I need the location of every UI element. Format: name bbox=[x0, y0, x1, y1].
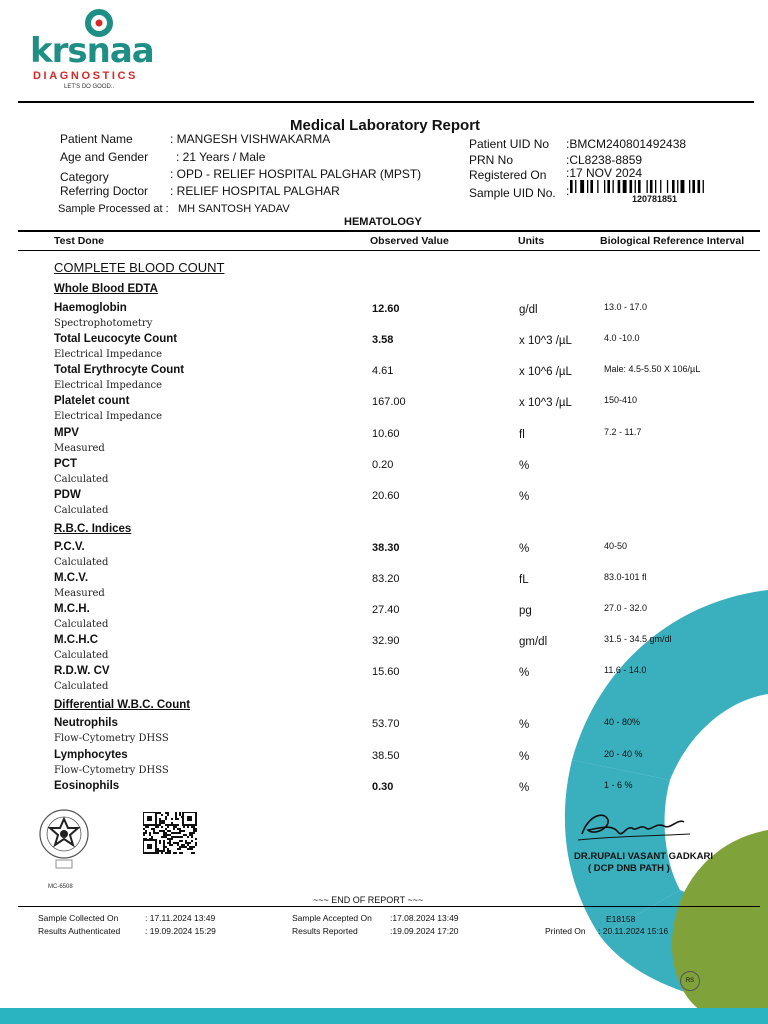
test-reference: 40-50 bbox=[604, 541, 628, 551]
rs-mark: RS bbox=[680, 971, 700, 991]
lab-code: E18158 bbox=[606, 914, 636, 924]
category-value: : OPD - RELIEF HOSPITAL PALGHAR (MPST) bbox=[170, 167, 422, 181]
test-name: Eosinophils bbox=[54, 780, 120, 792]
test-unit: x 10^6 /µL bbox=[519, 366, 572, 378]
col-value: Observed Value bbox=[370, 235, 449, 247]
doctor-name: DR.RUPALI VASANT GADKARI bbox=[574, 851, 713, 862]
test-unit: pg bbox=[519, 605, 532, 617]
age-value: : 21 Years / Male bbox=[176, 150, 266, 164]
uid-value: :BMCM240801492438 bbox=[566, 137, 687, 151]
test-value: 0.20 bbox=[372, 459, 394, 471]
test-name: P.C.V. bbox=[54, 541, 85, 553]
test-reference: 150-410 bbox=[604, 395, 638, 405]
test-value: 38.30 bbox=[372, 542, 400, 554]
end-of-report: ~~~ END OF REPORT ~~~ bbox=[313, 895, 424, 905]
section-rule bbox=[18, 230, 760, 232]
colhead-rule bbox=[18, 250, 760, 251]
col-units: Units bbox=[518, 235, 545, 247]
header-rule bbox=[18, 101, 754, 103]
test-value: 53.70 bbox=[372, 718, 400, 730]
printed-value: : 20.11.2024 15:16 bbox=[598, 926, 669, 936]
category-label: Category bbox=[60, 170, 109, 184]
test-reference: 83.0-101 fl bbox=[604, 572, 647, 582]
test-name: Total Erythrocyte Count bbox=[54, 364, 185, 376]
group-whole-blood: Whole Blood EDTA bbox=[54, 283, 158, 295]
test-reference: 1 - 6 % bbox=[604, 780, 633, 790]
test-method: Flow-Cytometry DHSS bbox=[54, 765, 169, 776]
registered-value: :17 NOV 2024 bbox=[566, 166, 643, 180]
test-reference: 31.5 - 34.5 gm/dl bbox=[604, 634, 672, 644]
test-reference: 4.0 -10.0 bbox=[604, 333, 640, 343]
collected-label: Sample Collected On bbox=[38, 913, 119, 923]
test-name: M.C.V. bbox=[54, 572, 89, 584]
test-name: M.C.H. bbox=[54, 603, 90, 615]
test-name: R.D.W. CV bbox=[54, 665, 110, 677]
test-value: 32.90 bbox=[372, 635, 400, 647]
report-title: Medical Laboratory Report bbox=[290, 117, 481, 134]
age-label: Age and Gender bbox=[60, 150, 149, 164]
test-reference: 27.0 - 32.0 bbox=[604, 603, 648, 613]
panel-title: COMPLETE BLOOD COUNT bbox=[54, 260, 225, 275]
accepted-value: :17.08.2024 13:49 bbox=[390, 913, 459, 923]
doctor-value: : RELIEF HOSPITAL PALGHAR bbox=[170, 184, 340, 198]
bottom-bar bbox=[0, 1008, 768, 1024]
test-value: 20.60 bbox=[372, 490, 400, 502]
test-value: 167.00 bbox=[372, 396, 406, 408]
sample-uid-value: : bbox=[566, 184, 570, 198]
test-unit: % bbox=[519, 719, 530, 731]
prn-value: :CL8238-8859 bbox=[566, 153, 643, 167]
test-name: M.C.H.C bbox=[54, 634, 99, 646]
col-ref: Biological Reference Interval bbox=[600, 235, 745, 247]
section-title: HEMATOLOGY bbox=[344, 216, 422, 228]
patient-name-label: Patient Name bbox=[60, 132, 133, 146]
test-reference: 13.0 - 17.0 bbox=[604, 302, 648, 312]
group-differential: Differential W.B.C. Count bbox=[54, 699, 191, 711]
group-rbc-indices: R.B.C. Indices bbox=[54, 523, 132, 535]
test-unit: g/dl bbox=[519, 304, 538, 316]
test-unit: % bbox=[519, 751, 530, 763]
accreditation-code: MC-6508 bbox=[48, 884, 73, 890]
test-reference: 11.6 - 14.0 bbox=[604, 665, 647, 675]
prn-label: PRN No bbox=[469, 153, 514, 167]
test-method: Flow-Cytometry DHSS bbox=[54, 733, 169, 744]
signature-icon bbox=[574, 806, 694, 846]
decorative-arc-icon bbox=[560, 590, 768, 1010]
processed-label: Sample Processed at : bbox=[58, 203, 169, 215]
test-unit: x 10^3 /µL bbox=[519, 335, 572, 347]
test-method: Electrical Impedance bbox=[54, 349, 163, 360]
collected-value: : 17.11.2024 13:49 bbox=[145, 913, 216, 923]
test-unit: % bbox=[519, 543, 530, 555]
uid-label: Patient UID No bbox=[469, 137, 550, 151]
test-value: 83.20 bbox=[372, 573, 400, 585]
test-method: Measured bbox=[54, 588, 105, 599]
test-method: Measured bbox=[54, 443, 105, 454]
test-value: 15.60 bbox=[372, 666, 400, 678]
authenticated-label: Results Authenticated bbox=[38, 926, 121, 936]
test-name: PDW bbox=[54, 489, 81, 501]
test-value: 0.30 bbox=[372, 781, 394, 793]
logo-sub: DIAGNOSTICS bbox=[33, 70, 138, 82]
test-name: MPV bbox=[54, 427, 79, 439]
authenticated-value: : 19.09.2024 15:29 bbox=[145, 926, 216, 936]
barcode-icon bbox=[570, 180, 750, 193]
test-value: 27.40 bbox=[372, 604, 400, 616]
test-method: Electrical Impedance bbox=[54, 380, 163, 391]
test-value: 10.60 bbox=[372, 428, 400, 440]
processed-value: MH SANTOSH YADAV bbox=[178, 203, 290, 215]
test-name: Neutrophils bbox=[54, 717, 118, 729]
test-value: 3.58 bbox=[372, 334, 394, 346]
test-name: Platelet count bbox=[54, 395, 130, 407]
test-name: Lymphocytes bbox=[54, 749, 128, 761]
footer-rule bbox=[18, 906, 760, 907]
test-reference: 20 - 40 % bbox=[604, 749, 643, 759]
test-unit: gm/dl bbox=[519, 636, 548, 648]
logo-brand: krsnaa bbox=[30, 31, 154, 71]
doctor-degree: ( DCP DNB PATH ) bbox=[588, 863, 670, 874]
test-unit: % bbox=[519, 782, 530, 794]
test-unit: % bbox=[519, 491, 530, 503]
accepted-label: Sample Accepted On bbox=[292, 913, 372, 923]
barcode-number: 120781851 bbox=[632, 194, 678, 204]
test-unit: fl bbox=[519, 429, 525, 441]
sample-uid-label: Sample UID No. bbox=[469, 186, 556, 200]
test-method: Calculated bbox=[54, 681, 109, 692]
test-unit: % bbox=[519, 667, 530, 679]
test-value: 4.61 bbox=[372, 365, 394, 377]
test-method: Calculated bbox=[54, 557, 109, 568]
test-value: 38.50 bbox=[372, 750, 400, 762]
test-method: Calculated bbox=[54, 619, 109, 630]
test-reference: 7.2 - 11.7 bbox=[604, 427, 642, 437]
test-method: Calculated bbox=[54, 474, 109, 485]
test-unit: x 10^3 /µL bbox=[519, 397, 572, 409]
reported-value: :19.09.2024 17:20 bbox=[390, 926, 459, 936]
doctor-label: Referring Doctor bbox=[60, 184, 149, 198]
col-test: Test Done bbox=[54, 235, 104, 247]
printed-label: Printed On bbox=[545, 926, 586, 936]
test-name: Haemoglobin bbox=[54, 302, 127, 314]
test-reference: Male: 4.5-5.50 X 106/µL bbox=[604, 364, 701, 374]
nabl-seal-icon bbox=[38, 808, 90, 874]
registered-label: Registered On bbox=[469, 168, 547, 182]
test-method: Calculated bbox=[54, 505, 109, 516]
qr-code-icon bbox=[143, 812, 197, 854]
test-unit: fL bbox=[519, 574, 529, 586]
logo-tagline: LET'S DO GOOD.. bbox=[64, 84, 115, 90]
test-method: Electrical Impedance bbox=[54, 411, 163, 422]
patient-name-value: : MANGESH VISHWAKARMA bbox=[170, 132, 331, 146]
reported-label: Results Reported bbox=[292, 926, 358, 936]
test-reference: 40 - 80% bbox=[604, 717, 641, 727]
test-name: PCT bbox=[54, 458, 77, 470]
test-method: Calculated bbox=[54, 650, 109, 661]
test-name: Total Leucocyte Count bbox=[54, 333, 178, 345]
test-method: Spectrophotometry bbox=[54, 318, 153, 329]
test-unit: % bbox=[519, 460, 530, 472]
test-value: 12.60 bbox=[372, 303, 400, 315]
